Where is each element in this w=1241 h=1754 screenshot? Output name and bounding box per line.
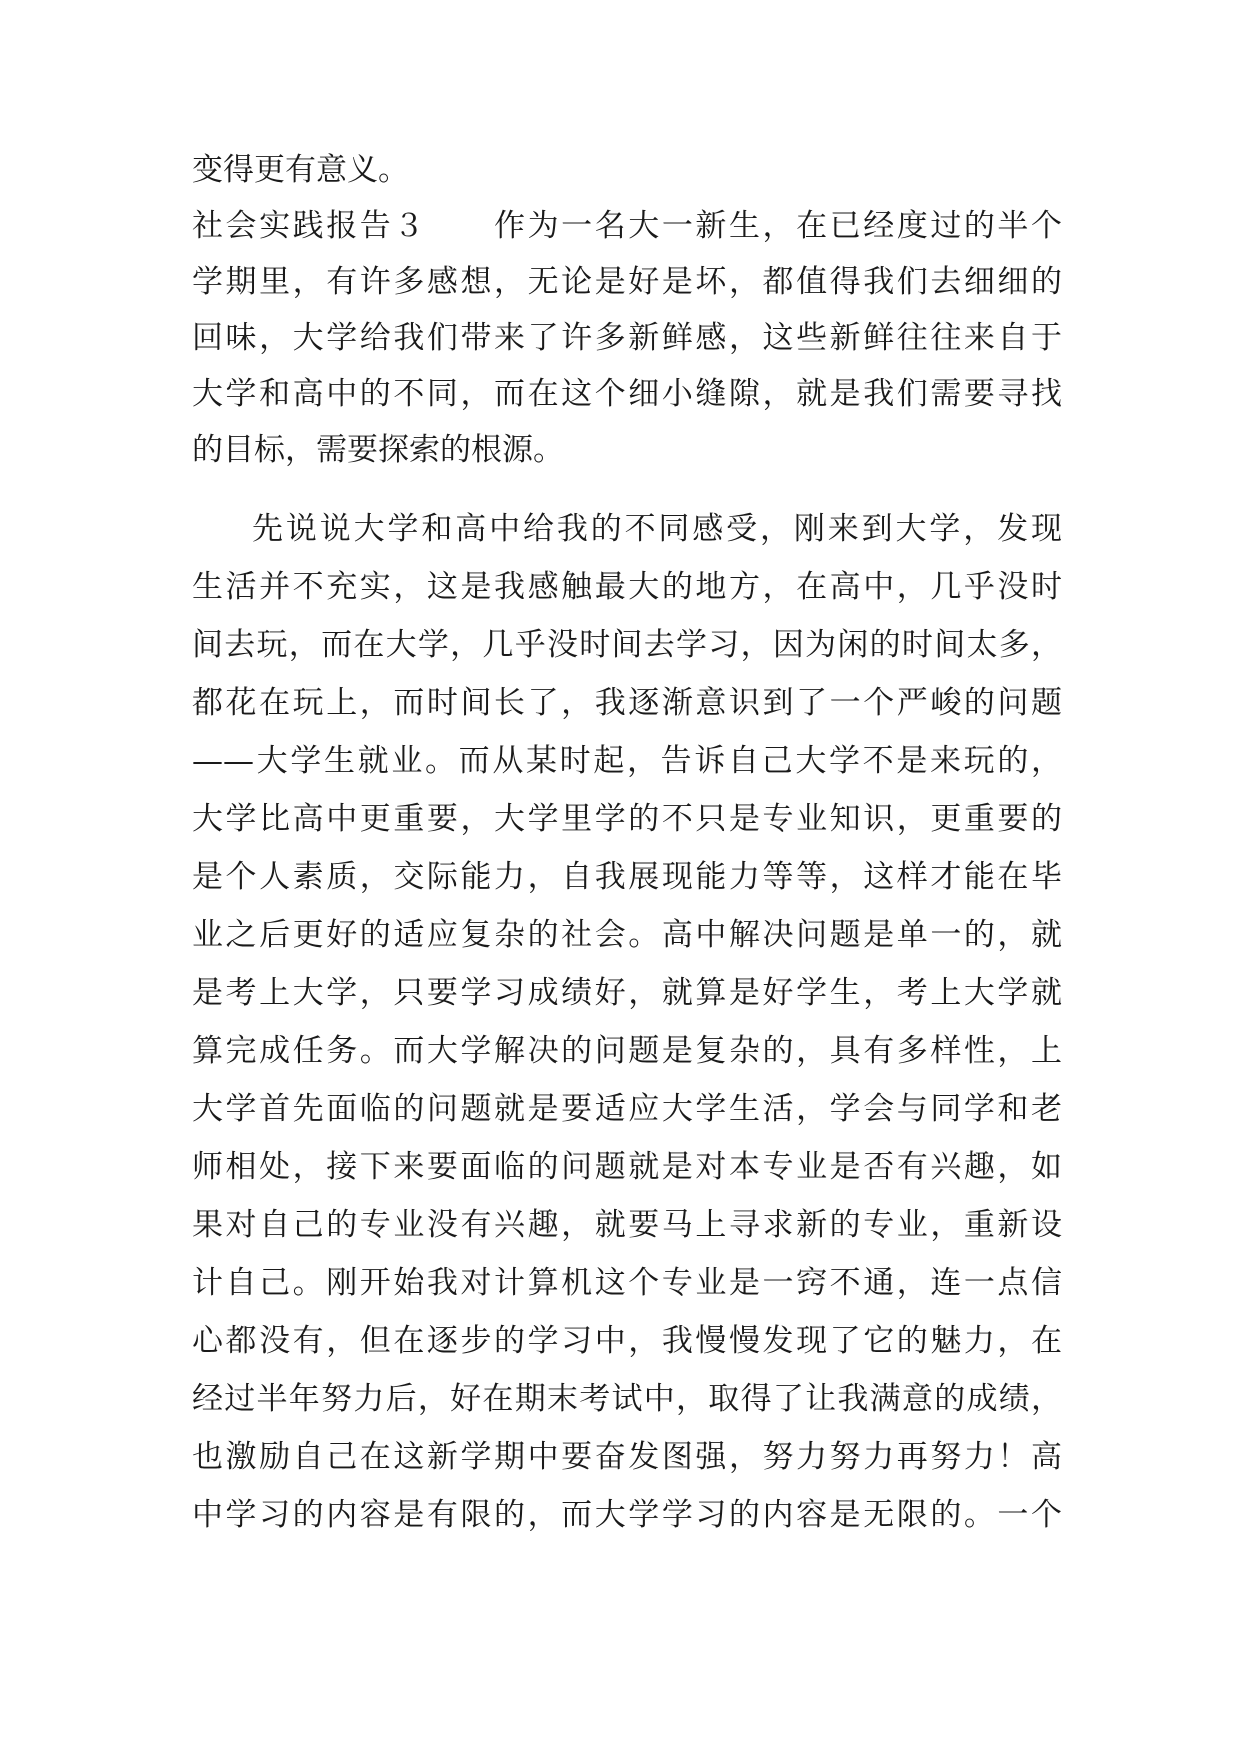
text-line: 算完成任务。而大学解决的问题是复杂的，具有多样性，上 (192, 1033, 1062, 1069)
text-line: 中学习的内容是有限的，而大学学习的内容是无限的。一个 (192, 1497, 1062, 1533)
text-line: 间去玩，而在大学，几乎没时间去学习，因为闲的时间太多， (192, 627, 1062, 663)
text-line: 学期里，有许多感想，无论是好是坏，都值得我们去细细的 (192, 264, 1062, 300)
text-line: 都花在玩上，而时间长了，我逐渐意识到了一个严峻的问题 (192, 685, 1062, 721)
text-line: 大学比高中更重要，大学里学的不只是专业知识，更重要的 (192, 801, 1062, 837)
paragraph-first-line: 先说说大学和高中给我的不同感受，刚来到大学，发现 (252, 511, 1062, 547)
text-line: 大学和高中的不同，而在这个细小缝隙，就是我们需要寻找 (192, 376, 1062, 412)
text-line: 变得更有意义。 (192, 152, 409, 188)
text-line: 生活并不充实，这是我感触最大的地方，在高中，几乎没时 (192, 569, 1062, 605)
text-line: 计自己。刚开始我对计算机这个专业是一窍不通，连一点信 (192, 1265, 1062, 1301)
text-line-with-section-title: 社会实践报告３ 作为一名大一新生，在已经度过的半个 (192, 208, 1062, 244)
text-line: ——大学生就业。而从某时起，告诉自己大学不是来玩的， (192, 743, 1062, 779)
text-line: 业之后更好的适应复杂的社会。高中解决问题是单一的，就 (192, 917, 1062, 953)
text-line: 心都没有，但在逐步的学习中，我慢慢发现了它的魅力，在 (192, 1323, 1062, 1359)
text-line: 是考上大学，只要学习成绩好，就算是好学生，考上大学就 (192, 975, 1062, 1011)
text-line: 师相处，接下来要面临的问题就是对本专业是否有兴趣，如 (192, 1149, 1062, 1185)
text-line: 经过半年努力后，好在期末考试中，取得了让我满意的成绩， (192, 1381, 1062, 1417)
text-line: 也激励自己在这新学期中要奋发图强，努力努力再努力！高 (192, 1439, 1062, 1475)
text-line: 是个人素质，交际能力，自我展现能力等等，这样才能在毕 (192, 859, 1062, 895)
text-line: 大学首先面临的问题就是要适应大学生活，学会与同学和老 (192, 1091, 1062, 1127)
text-line: 的目标，需要探索的根源。 (192, 432, 564, 468)
text-line: 回味，大学给我们带来了许多新鲜感，这些新鲜往往来自于 (192, 320, 1062, 356)
text-line: 果对自己的专业没有兴趣，就要马上寻求新的专业，重新设 (192, 1207, 1062, 1243)
